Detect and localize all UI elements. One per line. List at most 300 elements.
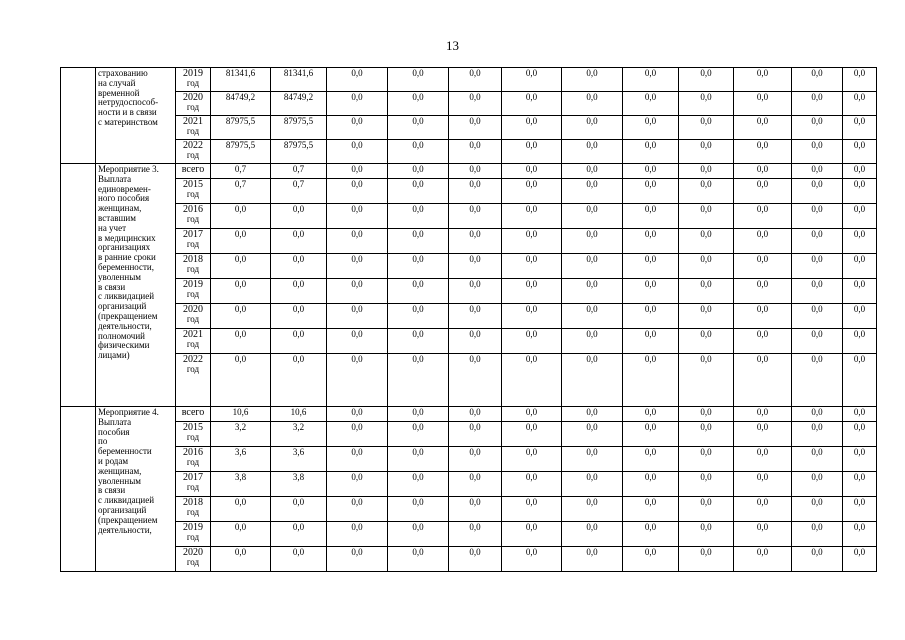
table-row (61, 116, 877, 140)
period-note: год (186, 481, 200, 492)
value-cell: 0,0 (792, 279, 843, 304)
value-cell: 0,0 (327, 497, 388, 522)
page-number: 13 (446, 38, 459, 53)
value-cell: 0,0 (271, 329, 327, 354)
empty-cell (61, 407, 96, 572)
value-cell: 84749,2 (211, 92, 271, 116)
period-note: год (186, 238, 200, 249)
period-cell (176, 447, 211, 472)
value-cell: 0,0 (211, 329, 271, 354)
value-cell: 0,0 (734, 304, 792, 329)
period-note: год (186, 431, 200, 442)
value-cell: 0,0 (388, 497, 449, 522)
value-cell: 0,0 (734, 407, 792, 422)
value-cell: 0,0 (388, 140, 449, 164)
value-cell: 0,0 (679, 497, 734, 522)
value-cell: 0,0 (211, 254, 271, 279)
value-cell: 0,0 (327, 407, 388, 422)
value-cell: 0,0 (843, 179, 877, 204)
value-cell: 0,0 (734, 92, 792, 116)
value-cell: 0,0 (562, 329, 623, 354)
value-cell: 0,0 (271, 279, 327, 304)
value-cell: 0,0 (843, 447, 877, 472)
value-cell: 0,0 (679, 179, 734, 204)
value-cell: 0,0 (271, 547, 327, 572)
value-cell: 0,0 (502, 116, 562, 140)
value-cell: 0,0 (449, 497, 502, 522)
value-cell: 0,0 (449, 472, 502, 497)
value-cell: 0,0 (388, 547, 449, 572)
value-cell: 0,0 (734, 116, 792, 140)
period-note: год (186, 456, 200, 467)
value-cell: 0,0 (623, 92, 679, 116)
value-cell: 0,0 (211, 204, 271, 229)
value-cell: 0,0 (449, 164, 502, 179)
period-label: 2021 (183, 329, 203, 340)
value-cell: 0,0 (449, 522, 502, 547)
table-row (61, 354, 877, 407)
value-cell: 0,0 (211, 547, 271, 572)
value-cell: 0,0 (327, 447, 388, 472)
period-cell (176, 116, 211, 140)
value-cell: 0,0 (388, 92, 449, 116)
value-cell: 0,0 (562, 116, 623, 140)
value-cell: 0,0 (792, 179, 843, 204)
value-cell: 0,0 (623, 229, 679, 254)
value-cell: 0,0 (449, 68, 502, 92)
value-cell: 0,0 (679, 68, 734, 92)
value-cell: 0,0 (388, 422, 449, 447)
period-label: всего (181, 407, 205, 418)
value-cell: 0,0 (734, 354, 792, 407)
period-label: 2018 (183, 497, 203, 508)
period-cell (176, 92, 211, 116)
period-label: 2019 (183, 522, 203, 533)
value-cell: 0,0 (327, 68, 388, 92)
table-row (61, 447, 877, 472)
value-cell: 0,0 (449, 204, 502, 229)
value-cell: 0,0 (502, 522, 562, 547)
period-note: год (186, 188, 200, 199)
value-cell: 0,0 (327, 229, 388, 254)
value-cell: 0,0 (388, 472, 449, 497)
value-cell: 0,0 (843, 229, 877, 254)
value-cell: 0,0 (679, 422, 734, 447)
value-cell: 0,0 (562, 179, 623, 204)
value-cell: 0,0 (449, 354, 502, 407)
value-cell: 81341,6 (271, 68, 327, 92)
value-cell: 0,0 (327, 279, 388, 304)
value-cell: 0,0 (502, 472, 562, 497)
period-cell (176, 279, 211, 304)
value-cell: 10,6 (211, 407, 271, 422)
period-note: год (186, 77, 200, 88)
table-row (61, 164, 877, 179)
value-cell: 0,0 (562, 422, 623, 447)
period-cell (176, 497, 211, 522)
value-cell: 0,0 (792, 354, 843, 407)
value-cell: 0,0 (843, 204, 877, 229)
period-note: год (186, 125, 200, 136)
table-row (61, 254, 877, 279)
period-cell (176, 329, 211, 354)
budget-table (60, 67, 877, 572)
value-cell: 0,0 (449, 279, 502, 304)
value-cell: 0,0 (843, 422, 877, 447)
value-cell: 0,0 (792, 447, 843, 472)
value-cell: 0,0 (449, 140, 502, 164)
value-cell: 0,0 (792, 68, 843, 92)
period-cell (176, 204, 211, 229)
table-row (61, 522, 877, 547)
table-row (61, 497, 877, 522)
measure-name: Мероприятие 4. Выплата пособия по беременности и родам женщинам, уволенным в связи с ликвидацией организаций (прекращением деятельности, (96, 407, 176, 572)
value-cell: 0,0 (449, 407, 502, 422)
value-cell: 0,0 (623, 522, 679, 547)
value-cell: 0,0 (679, 547, 734, 572)
value-cell: 0,0 (327, 354, 388, 407)
period-label: 2017 (183, 472, 203, 483)
value-cell: 0,0 (623, 254, 679, 279)
value-cell: 0,0 (792, 407, 843, 422)
period-label: 2018 (183, 254, 203, 265)
period-cell (176, 164, 211, 179)
value-cell: 0,0 (562, 472, 623, 497)
value-cell: 0,0 (843, 116, 877, 140)
value-cell: 0,0 (734, 254, 792, 279)
value-cell: 0,0 (843, 354, 877, 407)
value-cell: 3,6 (211, 447, 271, 472)
value-cell: 0,0 (562, 229, 623, 254)
period-note: год (186, 531, 200, 542)
value-cell: 0,0 (388, 164, 449, 179)
value-cell: 0,0 (449, 229, 502, 254)
value-cell: 0,0 (679, 92, 734, 116)
value-cell: 0,0 (449, 547, 502, 572)
value-cell: 0,0 (792, 92, 843, 116)
table-row (61, 140, 877, 164)
value-cell: 0,0 (327, 304, 388, 329)
value-cell: 0,0 (449, 422, 502, 447)
period-note: год (186, 363, 200, 374)
value-cell: 0,0 (623, 407, 679, 422)
value-cell: 0,0 (388, 304, 449, 329)
period-cell (176, 407, 211, 422)
value-cell: 0,0 (562, 522, 623, 547)
value-cell: 0,0 (271, 354, 327, 407)
value-cell: 0,0 (843, 304, 877, 329)
value-cell: 0,0 (623, 164, 679, 179)
value-cell: 0,0 (562, 497, 623, 522)
value-cell: 0,0 (623, 497, 679, 522)
value-cell: 0,0 (327, 92, 388, 116)
value-cell: 0,0 (734, 229, 792, 254)
period-cell (176, 354, 211, 407)
value-cell: 0,0 (502, 164, 562, 179)
value-cell: 0,0 (623, 547, 679, 572)
period-note: год (186, 556, 200, 567)
value-cell: 0,0 (734, 140, 792, 164)
period-label: 2019 (183, 279, 203, 290)
value-cell: 0,0 (388, 116, 449, 140)
value-cell: 0,0 (449, 254, 502, 279)
value-cell: 0,0 (327, 116, 388, 140)
value-cell: 0,0 (388, 254, 449, 279)
value-cell: 0,0 (843, 497, 877, 522)
period-label: 2020 (183, 547, 203, 558)
value-cell: 0,0 (843, 254, 877, 279)
value-cell: 0,0 (449, 179, 502, 204)
value-cell: 0,0 (792, 140, 843, 164)
value-cell: 0,0 (449, 329, 502, 354)
value-cell: 0,0 (562, 304, 623, 329)
value-cell: 0,0 (843, 547, 877, 572)
value-cell: 0,7 (211, 164, 271, 179)
value-cell: 0,0 (792, 329, 843, 354)
value-cell: 0,0 (327, 547, 388, 572)
period-label: 2020 (183, 92, 203, 103)
value-cell: 0,0 (792, 164, 843, 179)
period-cell (176, 254, 211, 279)
period-note: год (186, 506, 200, 517)
value-cell: 0,0 (327, 522, 388, 547)
value-cell: 0,0 (388, 229, 449, 254)
value-cell: 0,0 (562, 68, 623, 92)
value-cell: 0,0 (792, 547, 843, 572)
value-cell: 0,0 (211, 497, 271, 522)
value-cell: 0,0 (271, 254, 327, 279)
value-cell: 0,0 (679, 522, 734, 547)
value-cell: 87975,5 (211, 140, 271, 164)
value-cell: 0,0 (388, 204, 449, 229)
table-row (61, 68, 877, 92)
value-cell: 10,6 (271, 407, 327, 422)
value-cell: 0,0 (562, 279, 623, 304)
value-cell: 0,0 (734, 204, 792, 229)
value-cell: 0,0 (734, 472, 792, 497)
value-cell: 0,0 (502, 329, 562, 354)
table-row (61, 472, 877, 497)
value-cell: 0,0 (623, 179, 679, 204)
value-cell: 0,0 (679, 254, 734, 279)
value-cell: 0,7 (211, 179, 271, 204)
period-label: 2015 (183, 422, 203, 433)
period-cell (176, 229, 211, 254)
value-cell: 0,0 (327, 164, 388, 179)
value-cell: 0,0 (327, 422, 388, 447)
value-cell: 0,0 (271, 497, 327, 522)
value-cell: 0,0 (211, 229, 271, 254)
period-cell (176, 179, 211, 204)
value-cell: 0,7 (271, 164, 327, 179)
period-label: 2015 (183, 179, 203, 190)
value-cell: 0,0 (327, 140, 388, 164)
value-cell: 0,0 (449, 447, 502, 472)
period-note: год (186, 149, 200, 160)
value-cell: 0,0 (792, 229, 843, 254)
period-label: 2021 (183, 116, 203, 127)
value-cell: 0,0 (843, 472, 877, 497)
value-cell: 0,0 (502, 204, 562, 229)
value-cell: 0,0 (623, 140, 679, 164)
value-cell: 0,0 (623, 354, 679, 407)
value-cell: 0,0 (502, 68, 562, 92)
value-cell: 0,0 (449, 92, 502, 116)
period-note: год (186, 263, 200, 274)
value-cell: 3,2 (271, 422, 327, 447)
value-cell: 0,0 (679, 116, 734, 140)
value-cell: 0,0 (843, 68, 877, 92)
value-cell: 0,0 (502, 140, 562, 164)
period-label: 2017 (183, 229, 203, 240)
value-cell: 0,0 (679, 472, 734, 497)
value-cell: 0,0 (502, 179, 562, 204)
value-cell: 0,0 (843, 522, 877, 547)
value-cell: 0,0 (211, 522, 271, 547)
value-cell: 0,0 (792, 116, 843, 140)
table-row (61, 229, 877, 254)
table-row (61, 92, 877, 116)
value-cell: 0,0 (679, 329, 734, 354)
value-cell: 0,0 (734, 329, 792, 354)
value-cell: 0,0 (211, 279, 271, 304)
value-cell: 0,0 (679, 279, 734, 304)
value-cell: 0,0 (449, 116, 502, 140)
period-label: всего (181, 164, 205, 175)
value-cell: 0,0 (679, 140, 734, 164)
value-cell: 0,0 (734, 68, 792, 92)
value-cell: 0,0 (388, 407, 449, 422)
value-cell: 0,0 (843, 92, 877, 116)
value-cell: 0,0 (679, 229, 734, 254)
value-cell: 0,0 (843, 279, 877, 304)
value-cell: 0,0 (271, 229, 327, 254)
value-cell: 0,0 (327, 472, 388, 497)
value-cell: 0,0 (562, 354, 623, 407)
value-cell: 0,0 (271, 304, 327, 329)
table-row (61, 179, 877, 204)
table-row (61, 422, 877, 447)
period-label: 2022 (183, 354, 203, 365)
value-cell: 81341,6 (211, 68, 271, 92)
value-cell: 0,0 (327, 329, 388, 354)
value-cell: 0,0 (734, 547, 792, 572)
value-cell: 0,0 (211, 354, 271, 407)
value-cell: 0,0 (792, 472, 843, 497)
period-label: 2022 (183, 140, 203, 151)
table-row (61, 547, 877, 572)
value-cell: 0,0 (843, 140, 877, 164)
value-cell: 0,0 (449, 304, 502, 329)
value-cell: 0,0 (623, 304, 679, 329)
period-note: год (186, 338, 200, 349)
value-cell: 0,0 (734, 447, 792, 472)
value-cell: 0,0 (388, 354, 449, 407)
value-cell: 0,0 (843, 164, 877, 179)
value-cell: 0,0 (562, 164, 623, 179)
value-cell: 0,0 (502, 92, 562, 116)
period-label: 2016 (183, 447, 203, 458)
value-cell: 0,0 (562, 254, 623, 279)
table-row (61, 279, 877, 304)
value-cell: 0,0 (679, 304, 734, 329)
table-body (61, 68, 877, 572)
value-cell: 0,0 (271, 522, 327, 547)
value-cell: 0,0 (734, 279, 792, 304)
value-cell: 0,0 (792, 254, 843, 279)
value-cell: 0,0 (562, 92, 623, 116)
period-note: год (186, 288, 200, 299)
value-cell: 0,0 (562, 407, 623, 422)
value-cell: 0,0 (502, 304, 562, 329)
value-cell: 0,0 (562, 447, 623, 472)
period-cell (176, 547, 211, 572)
value-cell: 0,0 (562, 547, 623, 572)
value-cell: 3,6 (271, 447, 327, 472)
value-cell: 0,0 (388, 522, 449, 547)
table-row (61, 204, 877, 229)
value-cell: 0,0 (679, 204, 734, 229)
value-cell: 0,0 (623, 447, 679, 472)
value-cell: 0,0 (843, 407, 877, 422)
table-row (61, 407, 877, 422)
value-cell: 0,0 (502, 354, 562, 407)
value-cell: 0,0 (734, 164, 792, 179)
period-note: год (186, 313, 200, 324)
value-cell: 0,0 (623, 116, 679, 140)
period-cell (176, 472, 211, 497)
table-row (61, 329, 877, 354)
value-cell: 0,0 (792, 204, 843, 229)
value-cell: 0,0 (388, 68, 449, 92)
value-cell: 0,0 (327, 254, 388, 279)
period-cell (176, 522, 211, 547)
value-cell: 0,0 (792, 422, 843, 447)
value-cell: 0,0 (502, 447, 562, 472)
value-cell: 0,0 (502, 407, 562, 422)
value-cell: 0,0 (679, 354, 734, 407)
value-cell: 84749,2 (271, 92, 327, 116)
period-cell (176, 68, 211, 92)
value-cell: 0,0 (623, 68, 679, 92)
period-cell (176, 422, 211, 447)
period-cell (176, 304, 211, 329)
value-cell: 0,0 (792, 304, 843, 329)
period-cell (176, 140, 211, 164)
value-cell: 87975,5 (271, 116, 327, 140)
value-cell: 3,8 (211, 472, 271, 497)
empty-cell (61, 164, 96, 407)
value-cell: 0,0 (623, 472, 679, 497)
period-label: 2019 (183, 68, 203, 79)
value-cell: 0,0 (388, 279, 449, 304)
value-cell: 0,7 (271, 179, 327, 204)
period-label: 2020 (183, 304, 203, 315)
value-cell: 0,0 (734, 497, 792, 522)
period-label: 2016 (183, 204, 203, 215)
value-cell: 87975,5 (271, 140, 327, 164)
period-note: год (186, 213, 200, 224)
value-cell: 0,0 (502, 229, 562, 254)
value-cell: 0,0 (792, 497, 843, 522)
value-cell: 0,0 (502, 279, 562, 304)
value-cell: 0,0 (562, 204, 623, 229)
value-cell: 0,0 (502, 422, 562, 447)
value-cell: 0,0 (623, 204, 679, 229)
value-cell: 0,0 (327, 179, 388, 204)
value-cell: 0,0 (734, 422, 792, 447)
table-row (61, 304, 877, 329)
